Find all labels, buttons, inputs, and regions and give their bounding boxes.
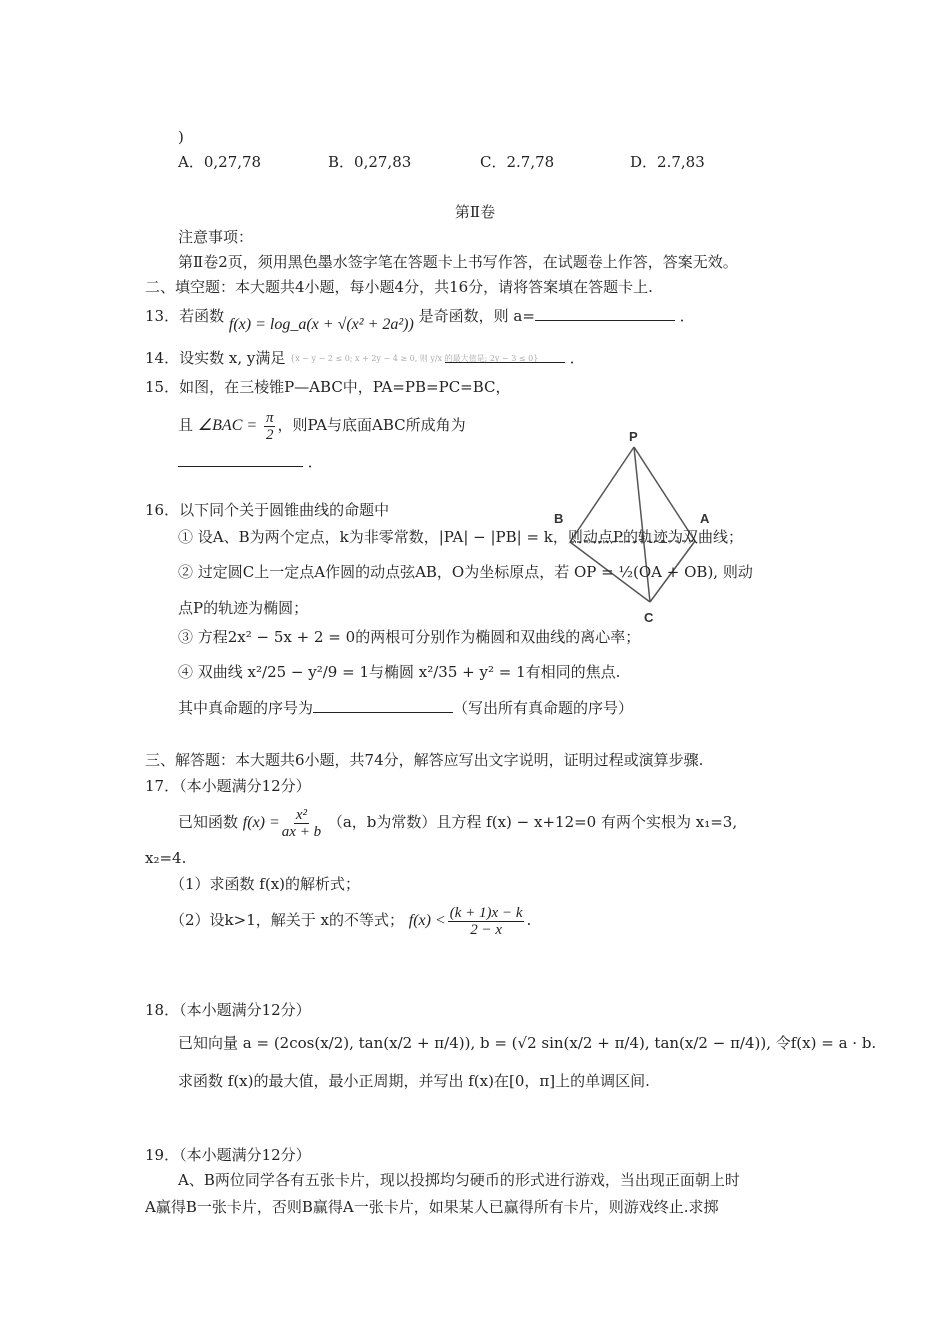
q15-line2 — [178, 408, 466, 443]
q15-denominator: 2 — [265, 426, 274, 443]
q15-line1: 如图，在三棱锥P—ABC中，PA=PB=PC=BC， — [179, 378, 511, 396]
q15-angle: ∠BAC = — [197, 417, 258, 434]
q17-part2-pre: （2）设k>1，解关于 x的不等式； — [170, 911, 404, 929]
q12-option-c: C．2.7,78 — [480, 153, 555, 171]
question-16 — [145, 500, 389, 520]
q17-part2-fraction — [448, 905, 525, 938]
q17-fraction — [282, 807, 321, 840]
question-13 — [145, 306, 695, 333]
part3-heading: 三、解答题：本大题共6小题，共74分，解答应写出文字说明，证明过程或演算步骤. — [145, 751, 704, 769]
q13-post: 是奇函数，则 a= — [418, 307, 535, 325]
q15-end: ． — [307, 453, 323, 471]
part2-heading: 二、填空题：本大题共4小题，每小题4分，共16分，请将答案填在答题卡上. — [145, 278, 653, 296]
q12-tail: ) — [178, 128, 184, 146]
q17-line1 — [178, 805, 737, 840]
q16-statement-1: ① 设A、B为两个定点，k为非零常数，|PA| − |PB| = k，则动点P的轨迹为双曲线； — [178, 528, 743, 546]
q18-line2: 求函数 f(x)的最大值，最小正周期，并写出 f(x)在[0，π]上的单调区间. — [178, 1072, 650, 1090]
q14-pre: 设实数 x, y满足 — [179, 349, 286, 367]
q15-line2-pre: 且 — [178, 416, 194, 434]
q17-heading: 17．（本小题满分12分） — [145, 777, 311, 795]
q16-statement-3: ③ 方程2x² − 5x + 2 = 0的两根可分别作为椭圆和双曲线的离心率； — [178, 628, 641, 646]
section-title: 第Ⅱ卷 — [454, 203, 496, 221]
q17-part1: （1）求函数 f(x)的解析式； — [170, 875, 361, 893]
q15-line2-post: ，则PA与底面ABC所成角为 — [277, 416, 466, 434]
q14-num: 14． — [145, 349, 180, 367]
q13-pre: 若函数 — [179, 307, 225, 325]
q12-option-b: B．0,27,83 — [328, 153, 412, 171]
q15-answer-line — [178, 452, 323, 472]
q14-system-image: {x − y − 2 ≤ 0; x + 2y − 4 ≥ 0, 则 y/x 的最大值是; 2y − 3 ≤ 0} — [290, 354, 539, 363]
q15-numerator: π — [265, 409, 274, 426]
q15-fraction — [264, 410, 276, 443]
q15-answer-blank — [178, 452, 303, 467]
label-p: P — [629, 429, 638, 444]
q14-end: ． — [569, 349, 585, 367]
q17-part2-lhs: f(x) < — [408, 912, 446, 929]
question-15 — [145, 377, 511, 397]
q17-pre: 已知函数 — [178, 813, 239, 831]
q17-numerator: x² — [295, 806, 308, 823]
q13-num: 13． — [145, 307, 180, 325]
q17-post: （a，b为常数）且方程 f(x) − x+12=0 有两个实根为 x₁=3, — [327, 813, 738, 831]
q19-line2: A赢得B一张卡片，否则B赢得A一张卡片，如果某人已赢得所有卡片，则游戏终止.求掷 — [145, 1198, 719, 1216]
q15-num: 15． — [145, 378, 180, 396]
q13-end: ． — [679, 307, 695, 325]
q16-num: 16． — [145, 501, 180, 519]
q19-line1: A、B两位同学各有五张卡片，现以投掷均匀硬币的形式进行游戏，当出现正面朝上时 — [178, 1171, 740, 1189]
q19-heading: 19．（本小题满分12分） — [145, 1146, 311, 1164]
q16-answer-blank — [313, 698, 453, 713]
q16-answer-pre: 其中真命题的序号为 — [178, 699, 314, 717]
q16-intro: 以下同个关于圆锥曲线的命题中 — [179, 501, 390, 519]
q17-part2-denominator: 2 − x — [470, 921, 503, 938]
q16-statement-4: ④ 双曲线 x²/25 − y²/9 = 1与椭圆 x²/35 + y² = 1有相同的焦点. — [178, 663, 621, 681]
label-a: A — [700, 511, 710, 526]
q14-answer-blank — [445, 348, 565, 363]
q12-option-a: A．0,27,78 — [178, 153, 262, 171]
label-b: B — [554, 511, 564, 526]
q17-fx: f(x) = — [242, 814, 280, 831]
q12-option-d: D．2.7,83 — [630, 153, 705, 171]
q13-answer-blank — [535, 306, 675, 321]
q17-part2 — [170, 903, 531, 938]
q16-answer — [178, 698, 633, 718]
q17-part2-numerator: (k + 1)x − k — [449, 904, 523, 921]
q17-part2-end: . — [526, 911, 532, 929]
q17-line2: x₂=4. — [145, 849, 187, 867]
q16-statement-2: ② 过定圆C上一定点A作圆的动点弦AB，O为坐标原点，若 OP = ½(OA + OB), 则动 — [178, 563, 753, 581]
q17-denominator: ax + b — [281, 823, 322, 840]
q18-heading: 18．（本小题满分12分） — [145, 1001, 311, 1019]
q16-statement-2b: 点P的轨迹为椭圆； — [178, 599, 309, 617]
question-14 — [145, 348, 585, 369]
q18-line1: 已知向量 a = (2cos(x/2), tan(x/2 + π/4)), b = (√2 sin(x/2 + π/4), tan(x/2 − π/4)), 令f(x) = a · b. — [178, 1034, 877, 1052]
notice-text: 第Ⅱ卷2页，须用黑色墨水签字笔在答题卡上书写作答，在试题卷上作答，答案无效。 — [178, 253, 738, 271]
q13-formula: f(x) = log_a(x + √(x² + 2a²)) — [228, 316, 414, 333]
label-c: C — [644, 610, 654, 625]
notice-heading: 注意事项： — [178, 228, 254, 246]
q16-answer-post: （写出所有真命题的序号） — [453, 699, 634, 717]
